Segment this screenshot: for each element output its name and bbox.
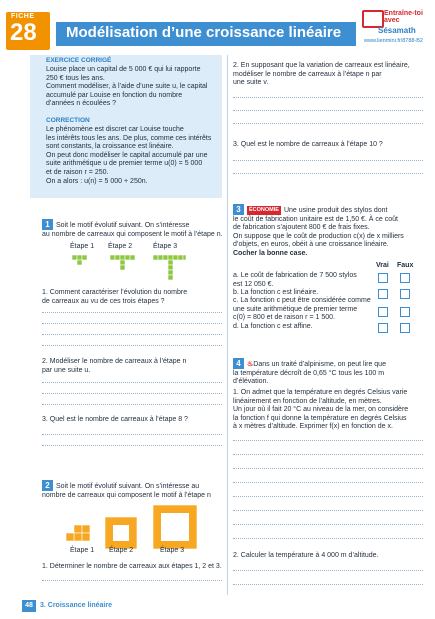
false-checkbox-c[interactable] <box>400 307 410 317</box>
answer-line[interactable] <box>233 97 423 98</box>
answer-line[interactable] <box>42 445 222 446</box>
column-divider <box>227 55 228 595</box>
ex4-question-1: 1. On admet que la température en degrés Celsius varie linéairement en fonction de l’altitude, en mètres. Un jour où il fait 20 °C au niveau de la mer, on considère la fonction f qui donne la température en degrés Celsius à x mètres d’altitude. Exprimer f(x) en fonction de x. <box>233 389 409 431</box>
ex1-question-3: 3. Quel est le nombre de carreaux à l’étape 8 ? <box>42 416 188 423</box>
true-checkbox-b[interactable] <box>378 289 388 299</box>
answer-line[interactable] <box>233 440 423 441</box>
promo-link[interactable]: www.lienmini.fr/8788-B2 <box>364 38 423 44</box>
ex2-question-2: 2. En supposant que la variation de carreaux est linéaire, modéliser le nombre de carreaux à l’étape n par une suite v. <box>233 62 410 87</box>
answer-line[interactable] <box>42 434 222 435</box>
page-title: Modélisation d’une croissance linéaire <box>66 24 342 41</box>
answer-line[interactable] <box>233 123 423 124</box>
chapter-title: 3. Croissance linéaire <box>40 602 112 609</box>
answer-line[interactable] <box>42 312 222 313</box>
false-column-header: Faux <box>397 262 414 269</box>
answer-line[interactable] <box>42 382 222 383</box>
false-checkbox-a[interactable] <box>400 273 410 283</box>
thermometer-icon: ♨ <box>247 361 254 368</box>
ex1-question-1: 1. Comment caractériser l’évolution du nombre de carreaux au vu de ces trois étapes ? <box>42 289 188 305</box>
ex1-step1-label: Étape 1 <box>70 243 95 250</box>
answer-line[interactable] <box>233 110 423 111</box>
ex1-step3-label: Étape 3 <box>153 243 178 250</box>
ex2-step1-label: Étape 1 <box>70 547 95 554</box>
answer-line[interactable] <box>233 496 423 497</box>
promo-text: Entraîne-toi avec <box>384 10 423 24</box>
exercise-4-number: 4 <box>233 358 244 369</box>
answer-line[interactable] <box>42 393 222 394</box>
true-checkbox-a[interactable] <box>378 273 388 283</box>
ex1-step2-label: Étape 2 <box>108 243 133 250</box>
answer-line[interactable] <box>42 323 222 324</box>
false-checkbox-d[interactable] <box>400 323 410 333</box>
answer-line[interactable] <box>233 538 423 539</box>
exercise-4-intro: 4 ♨Dans un traité d’alpinisme, on peut lire que la température décroît de 0,65 °C tous les 100 m d’élévation. <box>233 359 386 386</box>
true-checkbox-c[interactable] <box>378 307 388 317</box>
answer-line[interactable] <box>233 570 423 571</box>
ex4-question-2: 2. Calculer la température à 4 000 m d’altitude. <box>233 552 379 559</box>
false-checkbox-b[interactable] <box>400 289 410 299</box>
answer-line[interactable] <box>233 454 423 455</box>
exercise-1-number: 1 <box>42 219 53 230</box>
ex3-item-c: c. La fonction c peut être considérée comme une suite arithmétique de premier terme c(0) = 800 et de raison r = 1 500. <box>233 297 371 322</box>
fiche-number: 28 <box>10 19 37 46</box>
ex2-question-3: 3. Quel est le nombre de carreaux à l’étape 10 ? <box>233 141 383 148</box>
answer-line[interactable] <box>233 160 423 161</box>
ex3-item-d: d. La fonction c est affine. <box>233 323 313 330</box>
exercise-3-number: 3 <box>233 204 244 215</box>
answer-line[interactable] <box>42 345 222 346</box>
ex2-tile-pattern <box>60 503 200 549</box>
answer-line[interactable] <box>233 482 423 483</box>
answer-line[interactable] <box>42 404 222 405</box>
answer-line[interactable] <box>42 334 222 335</box>
answer-line[interactable] <box>233 510 423 511</box>
corrected-exercise-text: Louise place un capital de 5 000 € qui lui rapporte 250 € tous les ans. Comment modéliser, à l’aide d’une suite u, le capital accumulé par Louise en fonction du nombre d’années n écoulées ? <box>46 66 208 108</box>
answer-line[interactable] <box>233 524 423 525</box>
ex3-item-b: b. La fonction c est linéaire. <box>233 289 319 296</box>
answer-line[interactable] <box>233 468 423 469</box>
exercise-1-intro: 1 Soit le motif évolutif suivant. On s’intéresse au nombre de carreaux qui composent le motif à l’étape n. <box>42 220 223 238</box>
sesamath-logo: Sésamath <box>378 26 416 35</box>
corrected-exercise-title: EXERCICE CORRIGÉ <box>46 57 112 64</box>
ex1-question-2: 2. Modéliser le nombre de carreaux à l’étape n par une suite u. <box>42 358 187 374</box>
ex3-item-a: a. Le coût de fabrication de 7 500 stylos est 12 050 €. <box>233 272 357 288</box>
correction-title: CORRECTION <box>46 117 90 124</box>
exercise-2-intro: 2 Soit le motif évolutif suivant. On s’intéresse au nombre de carreaux qui composent le motif à l’étape n <box>42 481 211 499</box>
economy-tag: ÉCONOMIE <box>249 207 279 213</box>
fiche-label: FICHE <box>11 13 35 20</box>
ex2-step3-label: Étape 3 <box>160 547 185 554</box>
true-checkbox-d[interactable] <box>378 323 388 333</box>
answer-line[interactable] <box>233 584 423 585</box>
page-number: 48 <box>22 600 36 612</box>
answer-line[interactable] <box>42 580 222 581</box>
ex2-step2-label: Étape 2 <box>109 547 134 554</box>
exercise-2-number: 2 <box>42 480 53 491</box>
true-column-header: Vrai <box>376 262 389 269</box>
exercise-3-intro: 3 ÉCONOMIE Une usine produit des stylos dont le coût de fabrication unitaire est de 1,50 €. À ce coût de fabrication s’ajoutent 800 € de frais fixes. On suppose que le coût de production c(x) de x milliers d’objets, en euros, obéit à une croissance linéaire. Cocher la bonne case. <box>233 205 404 257</box>
ex2-question-1: 1. Déterminer le nombre de carreaux aux étapes 1, 2 et 3. <box>42 563 222 570</box>
correction-text: Le phénomène est discret car Louise touche les intérêts tous les ans. De plus, comme ces intérêts sont constants, la croissance est linéaire. On peut donc modéliser le capital accumulé par une suite arithmétique u de premier terme u(0) = 5 000 et de raison r = 250. On a alors : u(n) = 5 000 + 250n. <box>46 126 212 185</box>
answer-line[interactable] <box>233 173 423 174</box>
ex1-tile-pattern <box>66 253 186 288</box>
